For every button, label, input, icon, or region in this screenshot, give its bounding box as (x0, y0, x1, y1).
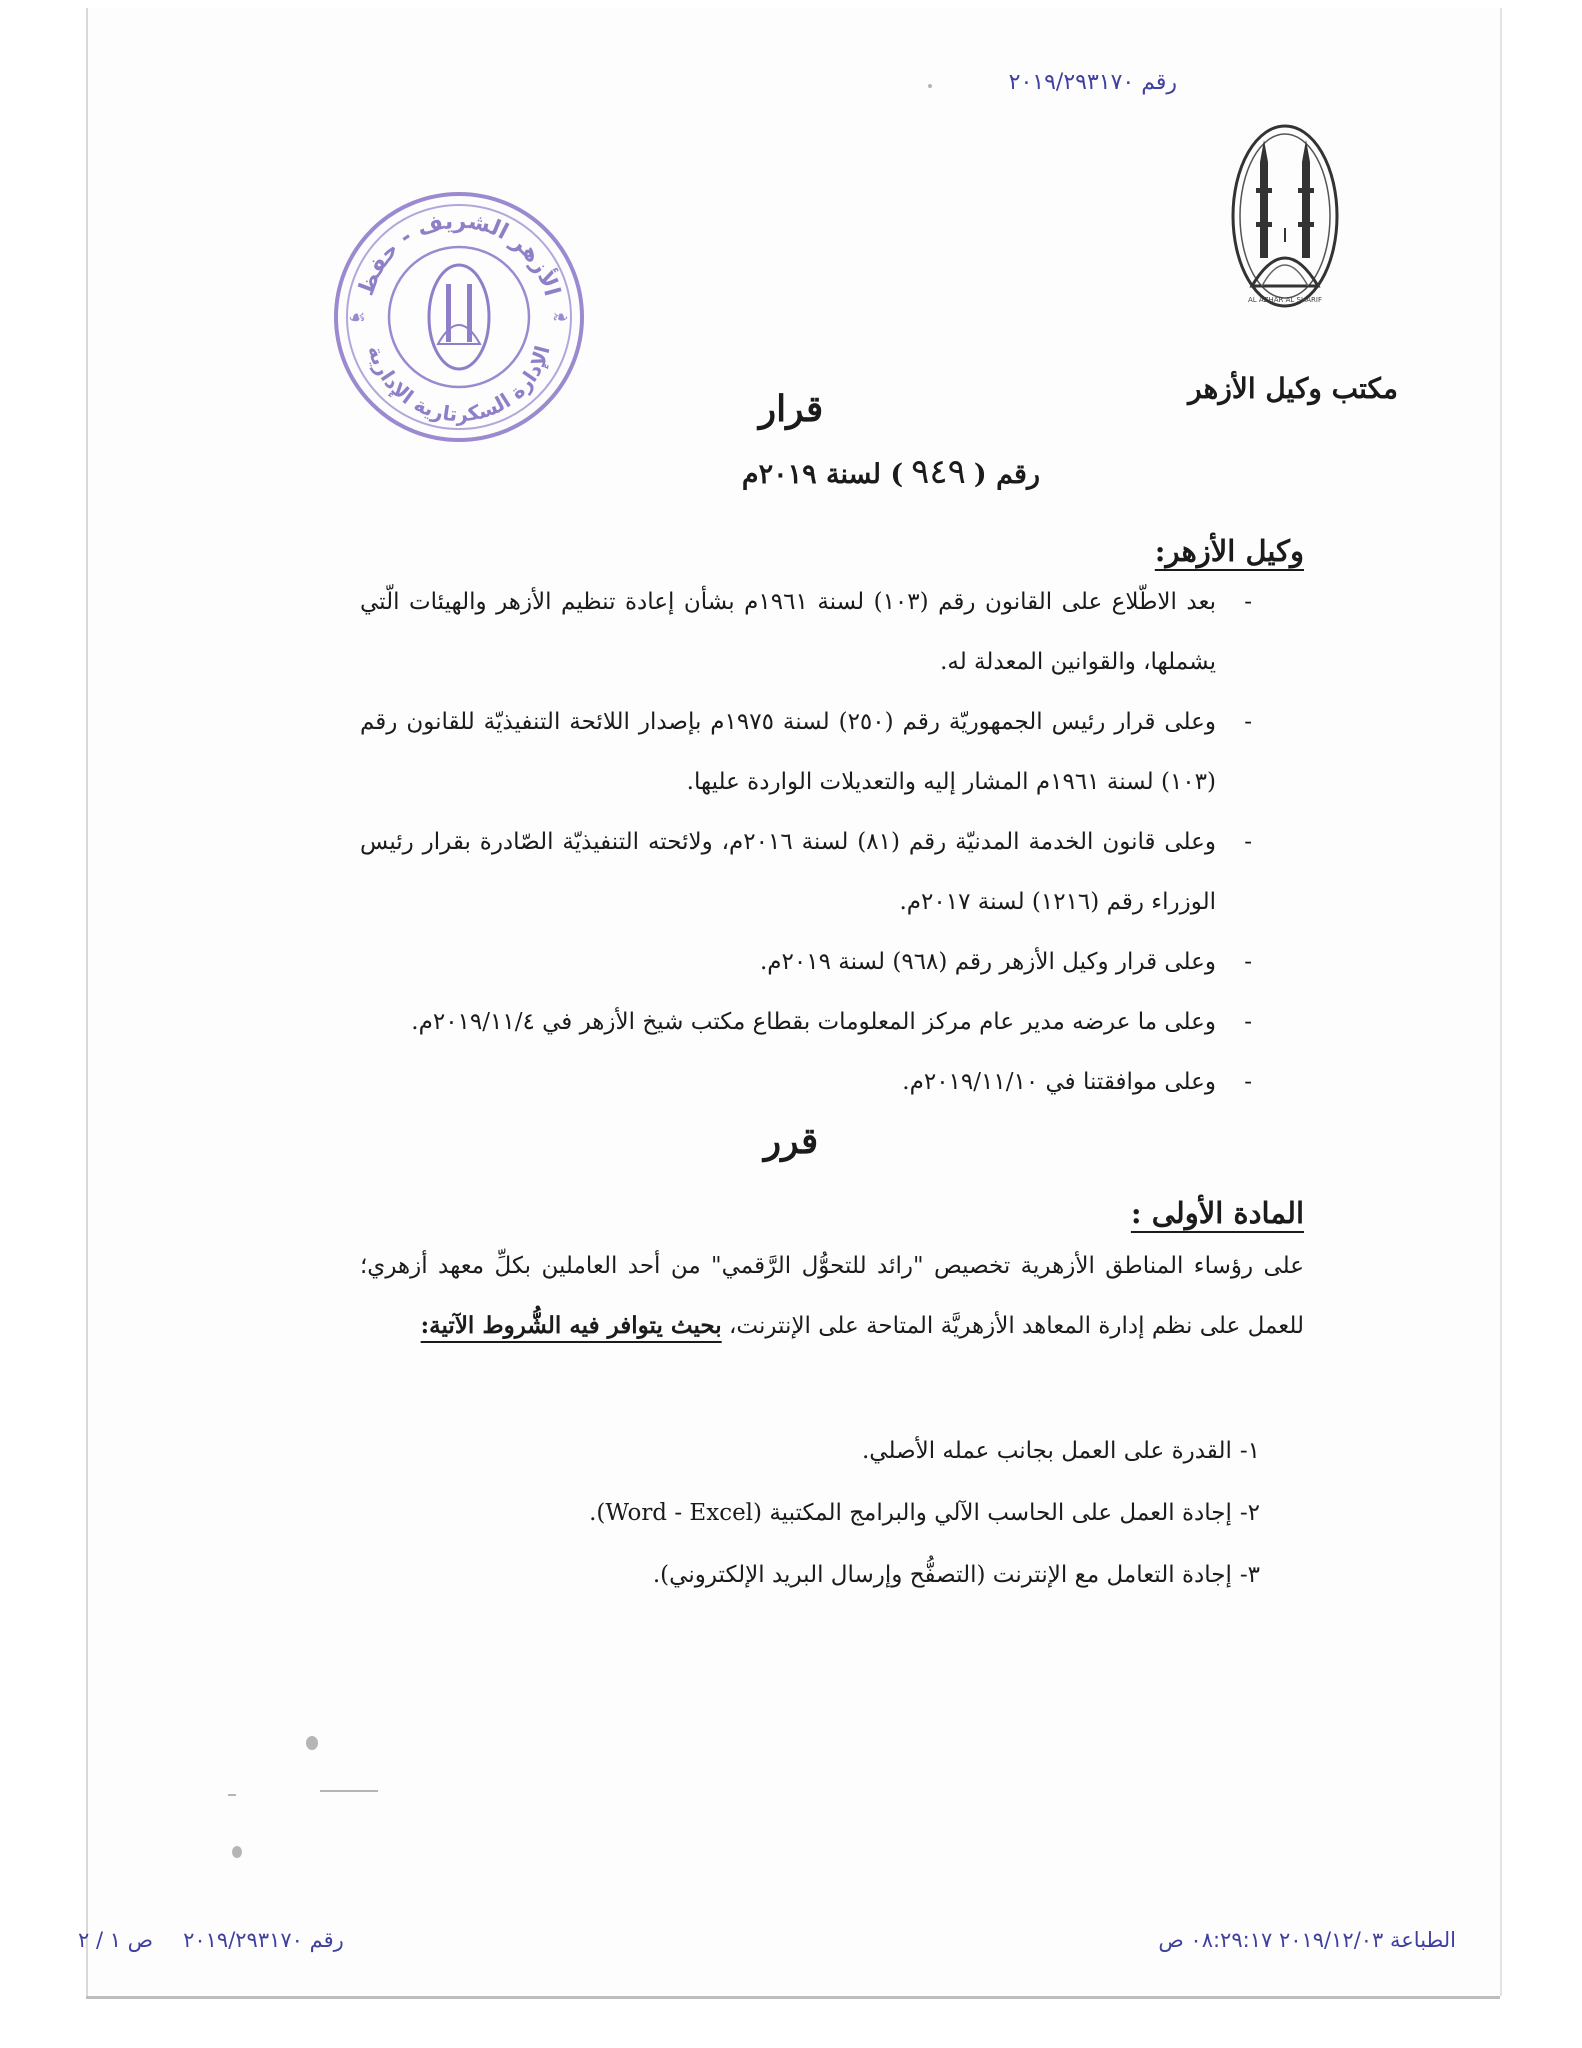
conditions-section (360, 1420, 1260, 1606)
al-azhar-crest-icon (1226, 118, 1344, 312)
condition-number: ٢- (1239, 1500, 1260, 1526)
condition-text: إجادة العمل على الحاسب الآلي والبرامج المكتبية (Word - Excel). (589, 1500, 1232, 1526)
list-item (360, 1420, 1260, 1482)
svg-text:الأزهر الشريف - حفظ (354, 209, 565, 299)
svg-text:❧: ❧ (552, 305, 569, 329)
condition-number: ١- (1239, 1438, 1260, 1464)
list-item: - وعلى موافقتنا في ٢٠١٩/١١/١٠م. (360, 1052, 1260, 1112)
condition-number: ٣- (1239, 1562, 1260, 1588)
seal-text-bottom: الإدارة السكرتارية الإدارية (363, 342, 555, 427)
decision-title: قرار (758, 388, 824, 430)
scan-speck (232, 1846, 242, 1858)
decision-number-suffix: ) لسنة ٢٠١٩م (741, 459, 904, 490)
list-item: - وعلى قانون الخدمة المدنيّة رقم (٨١) لسنة ٢٠١٦م، ولائحته التنفيذيّة الصّادرة بقرار رئيس الوزراء رقم (١٢١٦) لسنة ٢٠١٧م. (360, 812, 1260, 932)
seal-text-top: الأزهر الشريف - حفظ (353, 208, 565, 300)
footer-print-date: الطباعة ٢٠١٩/١٢/٠٣ ٠٨:٢٩:١٧ ص (1158, 1928, 1456, 1952)
scan-speck (928, 84, 932, 88)
article-one-body (360, 1236, 1304, 1356)
scan-speck (228, 1794, 236, 1796)
list-item: - بعد الاطّلاع على القانون رقم (١٠٣) لسنة ١٩٦١م بشأن إعادة تنظيم الأزهر والهيئات الّتي يشملها، والقوانين المعدلة له. (360, 572, 1260, 692)
scan-speck (320, 1790, 378, 1792)
decision-number-value: ٩٤٩ (911, 452, 966, 492)
footer-reference (78, 1928, 344, 1952)
decision-number-prefix: رقم ( (973, 459, 1040, 490)
footer-page-number: ص ١ / ٢ (78, 1928, 154, 1952)
decided-title: قرر (763, 1120, 819, 1162)
list-item: - وعلى ما عرضه مدير عام مركز المعلومات بقطاع مكتب شيخ الأزهر في ٢٠١٩/١١/٤م. (360, 992, 1260, 1052)
list-item: - وعلى قرار رئيس الجمهوريّة رقم (٢٥٠) لسنة ١٩٧٥م بإصدار اللائحة التنفيذيّة للقانون رقم (١٠٣) لسنة ١٩٦١م المشار إليه والتعديلات الواردة عليها. (360, 692, 1260, 812)
scan-speck (306, 1736, 318, 1750)
list-item (360, 1544, 1260, 1606)
condition-text: القدرة على العمل بجانب عمله الأصلي. (861, 1438, 1232, 1464)
page-edge (86, 1996, 1500, 1999)
article-one-heading: المادة الأولى : (1130, 1196, 1304, 1230)
preamble-section (360, 572, 1260, 1112)
footer-reference-number: رقم ٢٠١٩/٢٩٣١٧٠ (183, 1928, 344, 1952)
article-one-text: على رؤساء المناطق الأزهرية تخصيص "رائد للتحوُّل الرَّقمي" من أحد العاملين بكلِّ معهد أزهري؛ للعمل على نظم إدارة المعاهد الأزهريَّة المتاحة على الإنترنت، (360, 1253, 1304, 1339)
reference-number: رقم ٢٠١٩/٢٩٣١٧٠ (1008, 70, 1177, 95)
crest-caption: AL AZHAR AL SHARIF (1247, 296, 1323, 304)
svg-text:☙: ☙ (348, 305, 366, 329)
condition-text: إجادة التعامل مع الإنترنت (التصفُّح وإرسال البريد الإلكتروني). (652, 1562, 1232, 1588)
list-item: - وعلى قرار وكيل الأزهر رقم (٩٦٨) لسنة ٢٠١٩م. (360, 932, 1260, 992)
conditions-list (360, 1420, 1260, 1606)
list-item (360, 1482, 1260, 1544)
office-name: مكتب وكيل الأزهر (1188, 372, 1398, 405)
decision-number (620, 452, 1040, 492)
preamble-list (360, 572, 1260, 1112)
article-one-underlined: بحيث يتوافر فيه الشُّروط الآتية: (420, 1312, 722, 1339)
issuer-heading: وكيل الأزهر: (1154, 534, 1304, 568)
